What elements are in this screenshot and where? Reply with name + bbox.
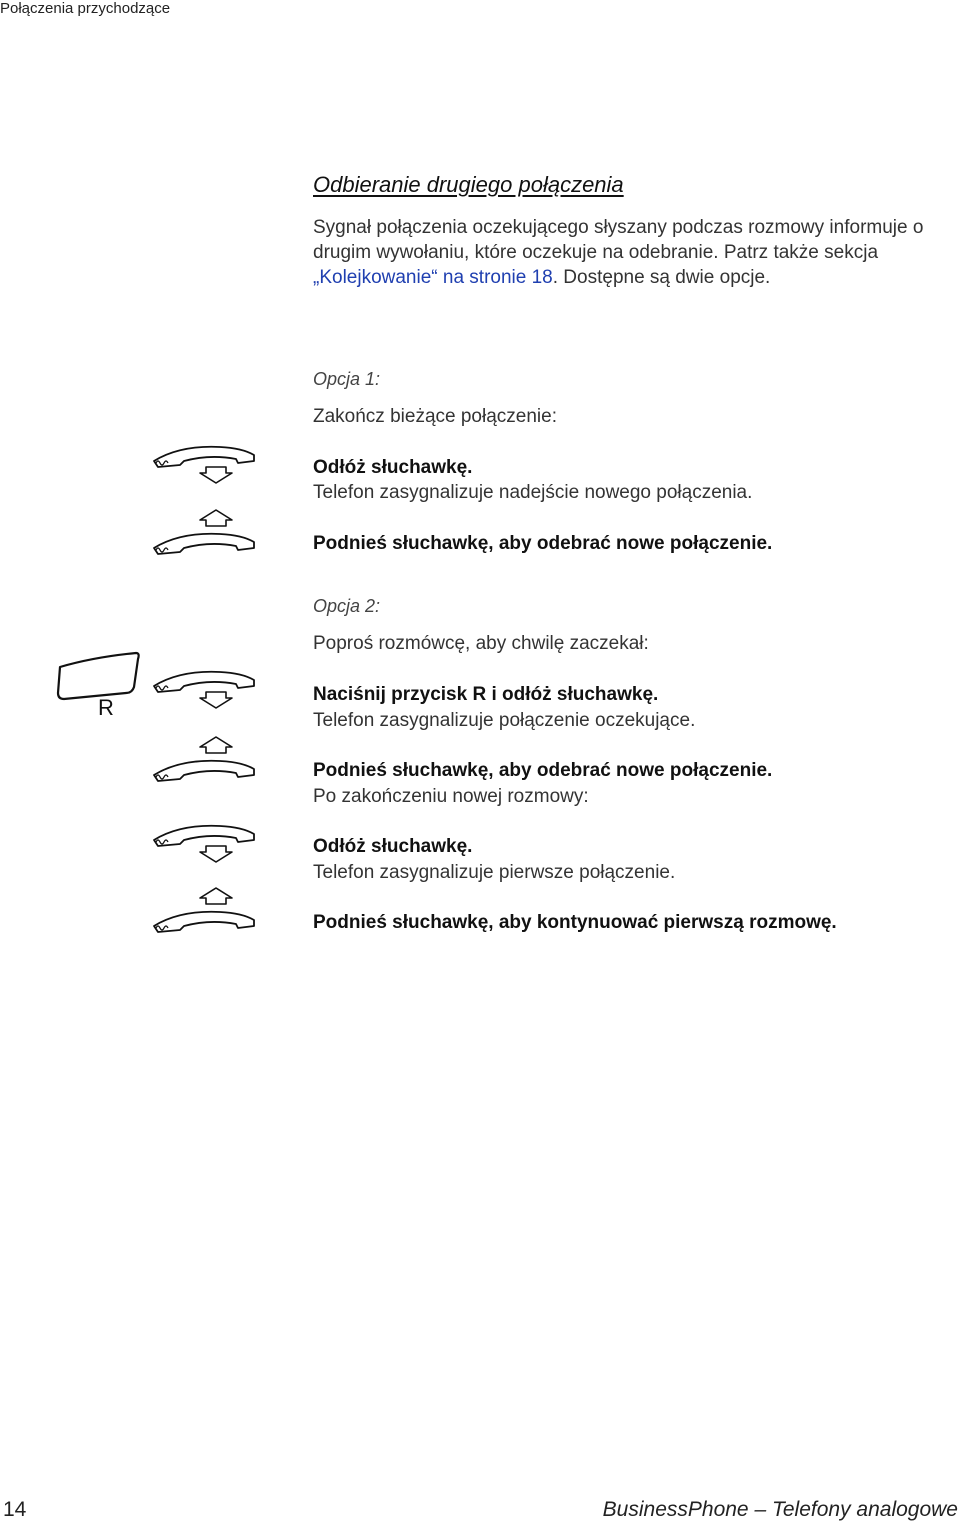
page-number: 14 <box>3 1498 27 1521</box>
r-key-icon <box>54 651 144 723</box>
option2-step3-text: Telefon zasygnalizuje pierwsze połączenie. <box>313 862 676 883</box>
handset-down-icon <box>150 822 260 864</box>
r-key-label: R <box>98 695 114 720</box>
option1-label: Opcja 1: <box>313 369 381 389</box>
option2-step3-bold: Odłóż słuchawkę. <box>313 836 473 857</box>
handset-down-icon <box>150 668 260 710</box>
intro-text-1: Sygnał połączenia oczekującego słyszany podczas rozmowy informuje o drugim wywołaniu, które oczekuje na odebranie. Patrz także sekcja <box>313 217 924 263</box>
option2-step4-bold: Podnieś słuchawkę, aby kontynuować pierwszą rozmowę. <box>313 912 837 933</box>
intro-text-2: . Dostępne są dwie opcje. <box>552 267 771 288</box>
intro-paragraph <box>313 215 943 290</box>
handset-up-icon <box>150 735 260 783</box>
cross-reference-link[interactable]: „Kolejkowanie“ na stronie 18 <box>313 267 553 288</box>
option2-step1-text: Telefon zasygnalizuje połączenie oczekujące. <box>313 710 696 731</box>
option2-instruction: Poproś rozmówcę, aby chwilę zaczekał: <box>313 633 649 654</box>
footer-product: BusinessPhone – Telefony analogowe <box>602 1498 958 1521</box>
option1-step2-bold: Podnieś słuchawkę, aby odebrać nowe połączenie. <box>313 533 773 554</box>
handset-up-icon <box>150 508 260 556</box>
option1-step1-bold: Odłóż słuchawkę. <box>313 457 473 478</box>
running-header: Połączenia przychodzące <box>0 0 171 17</box>
handset-down-icon <box>150 443 260 485</box>
option2-step2-text: Po zakończeniu nowej rozmowy: <box>313 786 589 807</box>
option2-step2-bold: Podnieś słuchawkę, aby odebrać nowe połączenie. <box>313 760 773 781</box>
section-title: Odbieranie drugiego połączenia <box>313 172 624 197</box>
option1-instruction: Zakończ bieżące połączenie: <box>313 406 557 427</box>
option2-step1-bold: Naciśnij przycisk R i odłóż słuchawkę. <box>313 684 659 705</box>
option1-step1-text: Telefon zasygnalizuje nadejście nowego połączenia. <box>313 482 753 503</box>
handset-up-icon <box>150 886 260 934</box>
option2-label: Opcja 2: <box>313 596 381 616</box>
